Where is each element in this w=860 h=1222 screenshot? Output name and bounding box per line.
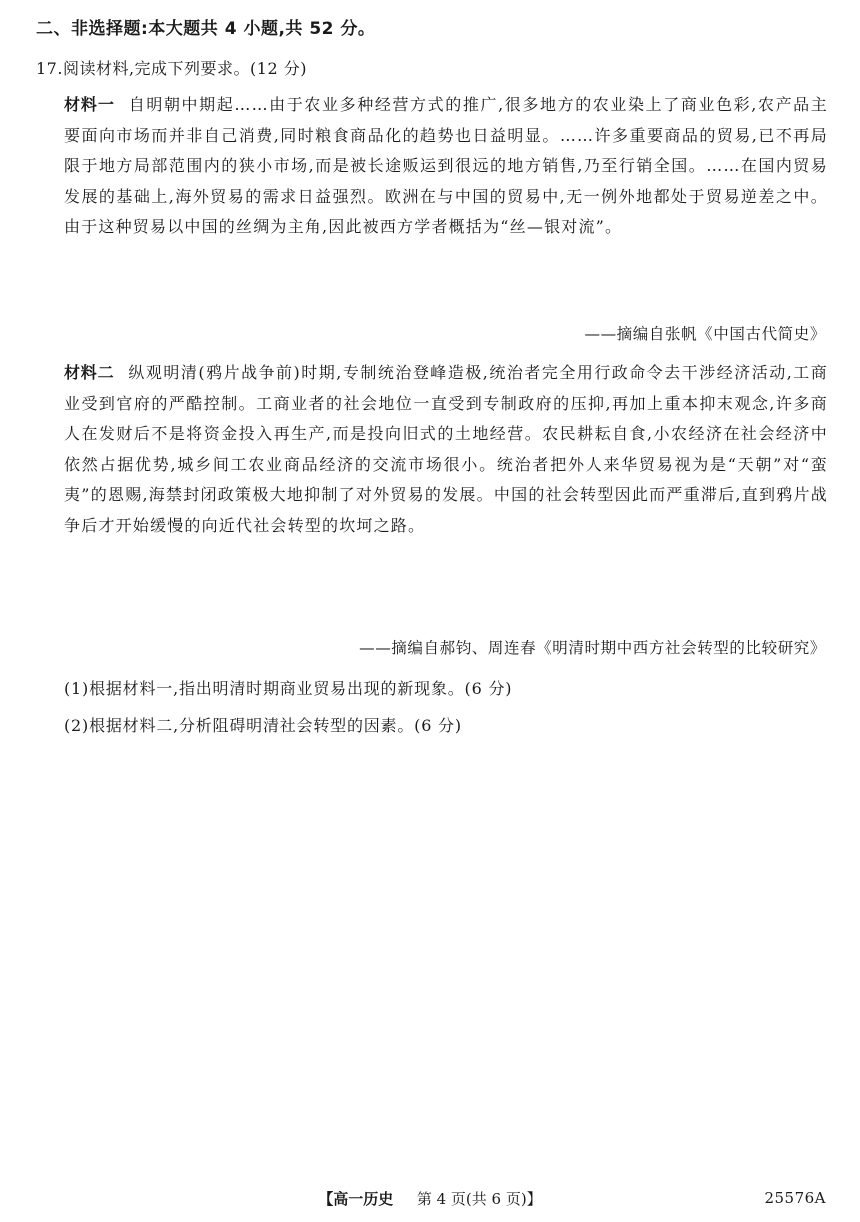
footer-page-number: 第 4 页(共 6 页)】 xyxy=(416,1190,542,1208)
question-heading: 17.阅读材料,完成下列要求。(12 分) xyxy=(36,59,307,78)
footer-subject: 【高一历史 xyxy=(318,1190,394,1208)
material-one-source: ——摘编自张帆《中国古代简史》 xyxy=(584,325,826,343)
sub-question-1: (1)根据材料一,指出明清时期商业贸易出现的新现象。(6 分) xyxy=(64,679,513,698)
material-two-text: 纵观明清(鸦片战争前)时期,专制统治登峰造极,统治者完全用行政命令去干涉经济活动,工商业受到官府的严酷控制。工商业者的社会地位一直受到专制政府的压抑,再加上重本抑末观念,许多商人在发财后不是将资金投入再生产,而是投向旧式的土地经营。农民耕耘自食,小农经济在社会经济中依然占据优势,城乡间工农业商品经济的交流市场很小。统治者把外人来华贸易视为是“天朝”对“蛮夷”的恩赐,海禁封闭政策极大地抑制了对外贸易的发展。中国的社会转型因此而严重滞后,直到鸦片战争后才开始缓慢的向近代社会转型的坎坷之路。 xyxy=(64,363,828,535)
paper-code: 25576A xyxy=(764,1189,826,1207)
material-one-label: 材料一 xyxy=(64,95,115,114)
page-footer xyxy=(0,1188,860,1209)
material-two-label: 材料二 xyxy=(64,363,115,382)
material-two-source: ——摘编自郝钧、周连春《明清时期中西方社会转型的比较研究》 xyxy=(359,639,826,657)
material-one xyxy=(64,90,828,243)
sub-question-2: (2)根据材料二,分析阻碍明清社会转型的因素。(6 分) xyxy=(64,716,462,735)
material-two xyxy=(64,358,828,541)
material-one-text: 自明朝中期起……由于农业多种经营方式的推广,很多地方的农业染上了商业色彩,农产品主要面向市场而并非自己消费,同时粮食商品化的趋势也日益明显。……许多重要商品的贸易,已不再局限于地方局部范围内的狭小市场,而是被长途贩运到很远的地方销售,乃至行销全国。……在国内贸易发展的基础上,海外贸易的需求日益强烈。欧洲在与中国的贸易中,无一例外地都处于贸易逆差之中。由于这种贸易以中国的丝绸为主角,因此被西方学者概括为“丝—银对流”。 xyxy=(64,95,828,236)
section-title: 二、非选择题:本大题共 4 小题,共 52 分。 xyxy=(36,19,376,39)
